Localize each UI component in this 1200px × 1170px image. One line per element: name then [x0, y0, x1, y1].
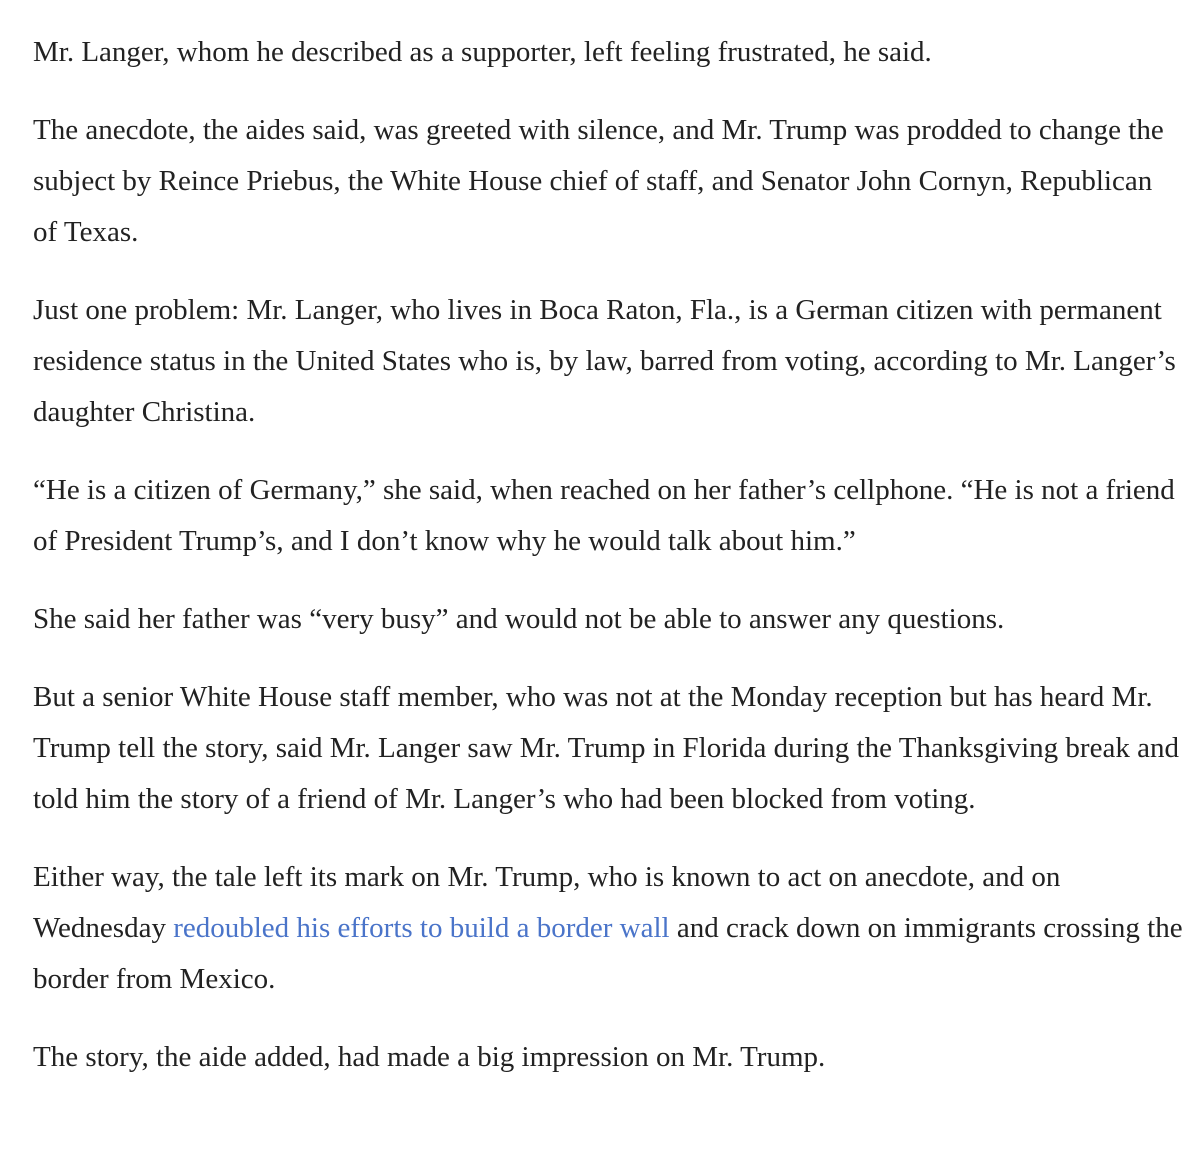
- paragraph-border-wall-before: Either way, the tale left its mark on Mr. Trump, who is known to act on anecdote, and on Wednesday: [33, 861, 1061, 944]
- paragraph-senior-staff: But a senior White House staff member, who was not at the Monday reception but has heard Mr. Trump tell the story, said Mr. Langer saw Mr. Trump in Florida during the Thanksgiving break and told him the story of a friend of Mr. Langer’s who had been blocked from voting.: [33, 681, 1179, 815]
- paragraph-anecdote-silence: The anecdote, the aides said, was greeted with silence, and Mr. Trump was prodded to change the subject by Reince Priebus, the White House chief of staff, and Senator John Cornyn, Republican of Texas.: [33, 114, 1164, 248]
- paragraph-big-impression: The story, the aide added, had made a big impression on Mr. Trump.: [33, 1041, 826, 1073]
- paragraph-supporter-frustrated: Mr. Langer, whom he described as a supporter, left feeling frustrated, he said.: [33, 36, 932, 68]
- paragraph-daughter-quote: “He is a citizen of Germany,” she said, when reached on her father’s cellphone. “He is not a friend of President Trump’s, and I don’t know why he would talk about him.”: [33, 474, 1175, 557]
- paragraph-border-wall: [33, 852, 1183, 1005]
- article-body: [33, 27, 1183, 1110]
- paragraph-one-problem: Just one problem: Mr. Langer, who lives in Boca Raton, Fla., is a German citizen with permanent residence status in the United States who is, by law, barred from voting, according to Mr. Langer’s daughter Christina.: [33, 294, 1176, 428]
- paragraph-very-busy: She said her father was “very busy” and would not be able to answer any questions.: [33, 603, 1005, 635]
- paragraph-border-wall-after: and crack down on immigrants crossing the border from Mexico.: [33, 912, 1183, 995]
- border-wall-link[interactable]: redoubled his efforts to build a border wall: [173, 912, 670, 944]
